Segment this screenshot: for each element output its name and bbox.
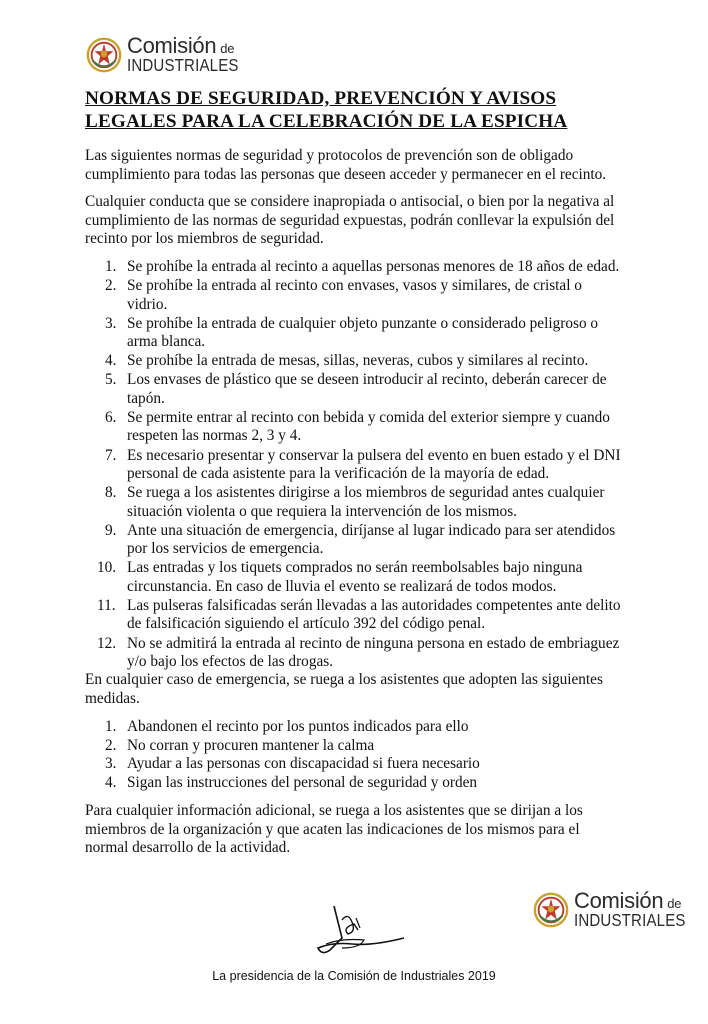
header-logo bbox=[85, 35, 257, 75]
list-item bbox=[85, 277, 625, 314]
logo-word-industriales: INDUSTRIALES bbox=[127, 55, 239, 75]
logo-word-de: de bbox=[220, 41, 235, 56]
list-item-number: 4. bbox=[105, 774, 117, 792]
list-item bbox=[85, 718, 625, 737]
list-item-text: Se prohíbe la entrada de cualquier objeto punzante o considerado peligroso o arma blanca. bbox=[127, 314, 599, 351]
rules-list bbox=[85, 258, 625, 672]
list-item-number: 8. bbox=[105, 484, 117, 502]
list-item bbox=[85, 447, 625, 484]
footer-text: La presidencia de la Comisión de Industriales 2019 bbox=[212, 969, 496, 983]
logo-word-comision: Comisión bbox=[574, 888, 664, 913]
list-item-text: Las entradas y los tiquets comprados no serán reembolsables bajo ninguna circunstancia. En caso de lluvia el evento se realizará de todos modos. bbox=[127, 559, 583, 595]
seal-icon bbox=[532, 891, 570, 929]
list-item-text: Ante una situación de emergencia, diríjanse al lugar indicado para ser atendidos por los servicios de emergencia. bbox=[127, 521, 616, 558]
list-item bbox=[85, 315, 625, 352]
list-item-text: Sigan las instrucciones del personal de seguridad y orden bbox=[127, 774, 478, 792]
list-item-number: 2. bbox=[105, 736, 117, 754]
seal-icon bbox=[85, 36, 123, 74]
list-item-number: 6. bbox=[105, 408, 117, 426]
list-item-text: No se admitirá la entrada al recinto de ninguna persona en estado de embriaguez y/o bajo los efectos de las drogas. bbox=[127, 634, 620, 671]
list-item bbox=[85, 484, 625, 521]
list-item bbox=[85, 774, 625, 793]
list-item bbox=[85, 352, 625, 371]
list-item bbox=[85, 755, 625, 774]
list-item-text: Abandonen el recinto por los puntos indicados para ello bbox=[127, 718, 469, 735]
list-item-text: Se prohíbe la entrada al recinto con envases, vasos y similares, de cristal o vidrio. bbox=[127, 277, 582, 313]
list-item-number: 2. bbox=[105, 277, 117, 295]
intro-paragraph-2: Cualquier conducta que se considere inapropiada o antisocial, o bien por la negativa al cumplimiento de las normas de seguridad expuestas, podrán conllevar la expulsión del recinto por los miembros de seguridad. bbox=[85, 193, 615, 247]
list-item-number: 3. bbox=[105, 755, 117, 773]
list-item-text: Se permite entrar al recinto con bebida y comida del exterior siempre y cuando respeten las normas 2, 3 y 4. bbox=[127, 408, 610, 445]
list-item-text: Es necesario presentar y conservar la pulsera del evento en buen estado y el DNI personal de cada asistente para la verificación de la mayoría de edad. bbox=[127, 446, 621, 483]
list-item-text: Se ruega a los asistentes dirigirse a los miembros de seguridad antes cualquier situación violenta o que requiera la intervención de los mismos. bbox=[127, 484, 605, 520]
list-item-number: 1. bbox=[105, 718, 117, 735]
logo-word-de: de bbox=[667, 896, 682, 911]
list-item-number: 12. bbox=[97, 634, 117, 652]
list-item-number: 1. bbox=[105, 258, 117, 275]
logo-word-industriales: INDUSTRIALES bbox=[574, 910, 686, 930]
list-item-text: Ayudar a las personas con discapacidad si fuera necesario bbox=[127, 755, 480, 773]
list-item-text: No corran y procuren mantener la calma bbox=[127, 736, 375, 754]
list-item-number: 9. bbox=[105, 521, 117, 539]
list-item-text: Se prohíbe la entrada al recinto a aquellas personas menores de 18 años de edad. bbox=[127, 258, 620, 275]
list-item bbox=[85, 522, 625, 559]
list-item-number: 10. bbox=[97, 559, 117, 577]
list-item bbox=[85, 737, 625, 756]
list-item bbox=[85, 371, 625, 408]
list-item-text: Los envases de plástico que se deseen introducir al recinto, deberán carecer de tapón. bbox=[127, 371, 607, 407]
list-item bbox=[85, 559, 625, 596]
list-item bbox=[85, 597, 625, 634]
list-item-text: Se prohíbe la entrada de mesas, sillas, neveras, cubos y similares al recinto. bbox=[127, 352, 589, 370]
list-item bbox=[85, 258, 625, 277]
emergency-intro: En cualquier caso de emergencia, se ruega a los asistentes que adopten las siguientes medidas. bbox=[85, 671, 603, 707]
list-item bbox=[85, 635, 625, 672]
footer-logo bbox=[532, 890, 704, 930]
list-item-number: 11. bbox=[97, 596, 116, 614]
document-title: NORMAS DE SEGURIDAD, PREVENCIÓN Y AVISOS LEGALES PARA LA CELEBRACIÓN DE LA ESPICHA bbox=[85, 88, 568, 132]
list-item bbox=[85, 409, 625, 446]
list-item-number: 5. bbox=[105, 371, 117, 389]
list-item-number: 3. bbox=[105, 314, 117, 332]
logo-word-comision: Comisión bbox=[127, 33, 217, 58]
intro-paragraph-1: Las siguientes normas de seguridad y protocolos de prevención son de obligado cumplimiento para todas las personas que deseen acceder y permanecer en el recinto. bbox=[85, 147, 607, 183]
list-item-number: 7. bbox=[105, 446, 117, 464]
list-item-number: 4. bbox=[105, 352, 117, 370]
emergency-steps-list bbox=[85, 718, 625, 793]
closing-paragraph: Para cualquier información adicional, se ruega a los asistentes que se dirijan a los miembros de la organización y que acaten las indicaciones de los mismos para el normal desarrollo de la actividad. bbox=[85, 802, 583, 856]
signature bbox=[312, 898, 412, 958]
list-item-text: Las pulseras falsificadas serán llevadas a las autoridades competentes ante delito de falsificación siguiendo el artículo 392 del código penal. bbox=[127, 596, 621, 633]
